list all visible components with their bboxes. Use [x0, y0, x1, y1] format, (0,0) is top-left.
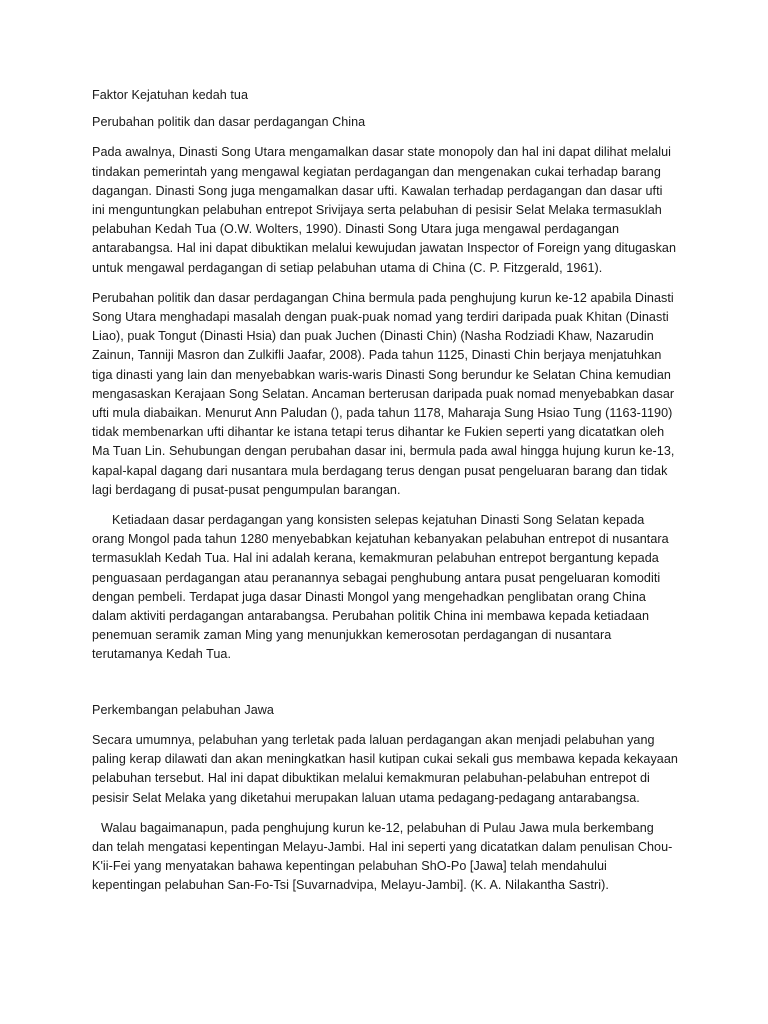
- document-title: Faktor Kejatuhan kedah tua: [92, 88, 249, 102]
- section-heading-politik: Perubahan politik dan dasar perdagangan China: [92, 115, 366, 130]
- paragraph: Perubahan politik dan dasar perdagangan China bermula pada penghujung kurun ke-12 apabila Dinasti Song Utara menghadapi masalah dengan puak-puak nomad yang terdiri daripada puak Khitan (Dinasti Liao), puak Tongut (Dinasti Hsia) dan puak Juchen (Dinasti Chin) (Nasha Rodziadi Khaw, Nazarudin Zainun, Tanniji Masron dan Zulkifli Jaafar, 2008). Pada tahun 1125, Dinasti Chin berjaya menjatuhkan tiga dinasti yang lain dan menyebabkan waris-waris Dinasti Song berundur ke Selatan China kemudian mengasaskan Kerajaan Song Selatan. Ancaman berterusan daripada puak nomad menyebabkan dasar ufti mula diabaikan. Menurut Ann Paludan (), pada tahun 1178, Maharaja Sung Hsiao Tung (1163-1190) tidak membenarkan ufti dihantar ke istana tetapi terus dihantar ke Fukien seperti yang dicatatkan oleh Ma Tuan Lin. Sehubungan dengan perubahan dasar ini, bermula pada awal hingga hujung kurun ke-13, kapal-kapal dagang dari nusantara mula berdagang terus dengan pusat pengeluaran barang dan tidak lagi berdagang di pusat-pusat pengumpulan barangan.: [92, 290, 675, 497]
- paragraph: Ketiadaan dasar perdagangan yang konsisten selepas kejatuhan Dinasti Song Selatan kepada orang Mongol pada tahun 1280 menyebabkan kejatuhan kebanyakan pelabuhan entrepot di nusantara termasuklah Kedah Tua. Hal ini adalah kerana, kemakmuran pelabuhan entrepot bergantung kepada penguasaan perdagangan atau peranannya sebagai penghubung antara pusat pengeluaran komoditi dengan pembeli. Terdapat juga dasar Dinasti Mongol yang mengehadkan penglibatan orang China dalam aktiviti perdagangan antarabangsa. Perubahan politik China ini membawa kepada ketiadaan penemuan seramik zaman Ming yang menunjukkan kemerosotan perdagangan di nusantara terutamanya Kedah Tua.: [92, 513, 669, 662]
- paragraph: Secara umumnya, pelabuhan yang terletak pada laluan perdagangan akan menjadi pelabuhan yang paling kerap dilawati dan akan meningkatkan hasil kutipan cukai sekali gus membawa kepada kekayaan pelabuhan tersebut. Hal ini dapat dibuktikan melalui kemakmuran pelabuhan-pelabuhan entrepot di pesisir Selat Melaka yang diketahui merupakan laluan utama pedagang-pedagang antarabangsa.: [92, 732, 678, 805]
- paragraph: Pada awalnya, Dinasti Song Utara mengamalkan dasar state monopoly dan hal ini dapat dilihat melalui tindakan pemerintah yang mengawal kegiatan perdagangan dan mengenakan cukai terhadap barang dagangan. Dinasti Song juga mengamalkan dasar ufti. Kawalan terhadap perdagangan dan dasar ufti ini menguntungkan pelabuhan entrepot Srivijaya serta pelabuhan di pesisir Selat Melaka termasuklah pelabuhan Kedah Tua (O.W. Wolters, 1990). Dinasti Song Utara juga mengawal perdagangan antarabangsa. Hal ini dapat dibuktikan melalui kewujudan jawatan Inspector of Foreign yang ditugaskan untuk mengawal perdagangan di setiap pelabuhan utama di China (C. P. Fitzgerald, 1961).: [92, 145, 677, 275]
- section-heading-jawa: Perkembangan pelabuhan Jawa: [92, 702, 274, 717]
- paragraph: Walau bagaimanapun, pada penghujung kurun ke-12, pelabuhan di Pulau Jawa mula berkembang dan telah mengatasi kepentingan Melayu-Jambi. Hal ini seperti yang dicatatkan dalam penulisan Chou-K'ii-Fei yang menyatakan bahawa kepentingan pelabuhan ShO-Po [Jawa] telah mendahului kepentingan pelabuhan San-Fo-Tsi [Suvarnadvipa, Melayu-Jambi]. (K. A. Nilakantha Sastri).: [92, 820, 673, 893]
